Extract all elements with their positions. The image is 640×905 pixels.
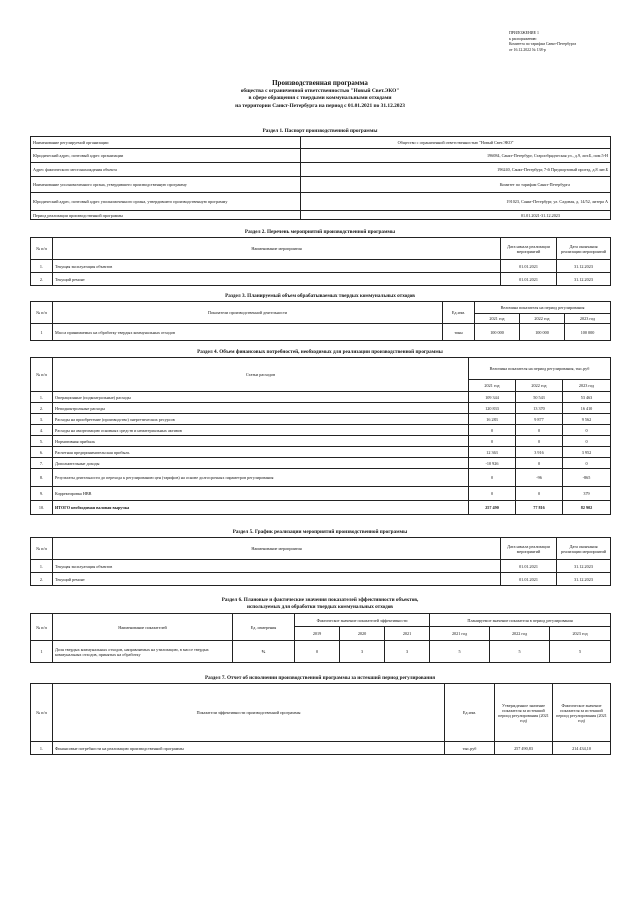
cell-value: 3	[340, 641, 385, 663]
table-row	[31, 469, 611, 487]
header-year: 2022 год	[490, 627, 550, 641]
cell-value: 379	[563, 487, 611, 501]
table-row	[31, 177, 611, 193]
cell-value: 0	[469, 487, 516, 501]
section7-title: Раздел 7. Отчет об исполнении производственной программы за истекший период регулирования	[204, 675, 436, 681]
header-num: № п/п	[31, 684, 53, 742]
cell-value: Комитет по тарифам Санкт-Петербурга	[301, 177, 611, 193]
cell-label: Адрес фактического местонахождения объекта	[31, 163, 301, 177]
table-row	[31, 392, 611, 403]
cell-unit: %	[233, 641, 295, 663]
section1-title: Раздел 1. Паспорт производственной программы	[262, 128, 378, 134]
cell-start: 01.01.2021	[501, 273, 557, 286]
cell-num: 1	[31, 324, 53, 341]
section5-table	[30, 537, 611, 586]
header-year: 2022 год	[520, 314, 565, 324]
appendix-line: к распоряжению	[509, 36, 537, 41]
cell-num: 2.	[31, 273, 53, 286]
cell-name: Неподконтрольные расходы	[53, 403, 469, 414]
cell-num: 3.	[31, 414, 53, 425]
cell-value: 01.01.2021-31.12.2023	[301, 211, 611, 220]
cell-num: 7.	[31, 458, 53, 469]
table-header-row	[31, 538, 611, 560]
cell-label: Период реализации производственной программы	[31, 211, 301, 220]
table-row	[31, 273, 611, 286]
table-row	[31, 501, 611, 515]
cell-name: Доля твердых коммунальных отходов, направляемых на утилизацию, в массе твердых коммунальных отходов, принятых на обработку	[53, 641, 233, 663]
table-row	[31, 414, 611, 425]
cell-name: Расчетная предпринимательская прибыль	[53, 447, 469, 458]
cell-value: -96	[516, 469, 563, 487]
cell-value: 0	[563, 425, 611, 436]
header-year: 2021 год	[475, 314, 520, 324]
section6-subtitle: используемых для обработки твердых коммунальных отходов	[247, 604, 393, 610]
cell-value: 0	[469, 469, 516, 487]
cell-value: 5	[550, 641, 611, 663]
header-num: № п/п	[31, 538, 53, 560]
section4-table	[30, 357, 611, 515]
title-line: Производственная программа	[272, 79, 368, 87]
header-name: Наименование мероприятия	[53, 538, 501, 560]
header-year: 2020	[340, 627, 385, 641]
table-row	[31, 260, 611, 273]
header-year: 2022 год	[516, 380, 563, 392]
cell-name: Нормативная прибыль	[53, 436, 469, 447]
table-row	[31, 403, 611, 414]
document-title	[120, 79, 520, 110]
appendix-line: от 16.12.2022 № 138-р	[509, 47, 546, 52]
cell-name: Корректировка НВВ	[53, 487, 469, 501]
cell-end: 31.12.2023	[557, 573, 611, 586]
cell-num: 6.	[31, 447, 53, 458]
cell-value: 0	[563, 458, 611, 469]
section6-title: Раздел 6. Плановые и фактические значения показателей эффективности объектов,	[221, 597, 419, 603]
cell-name: Расходы на амортизацию основных средств и нематериальных активов	[53, 425, 469, 436]
cell-value: 3	[385, 641, 430, 663]
appendix-note	[509, 31, 629, 53]
header-start: Дата начала реализации мероприятий	[501, 238, 557, 260]
cell-value: 0	[516, 458, 563, 469]
cell-num: 2.	[31, 403, 53, 414]
header-year: 2023 год	[565, 314, 611, 324]
cell-value: -865	[563, 469, 611, 487]
section6-table	[30, 613, 611, 663]
header-unit: Ед.изм.	[443, 302, 475, 324]
cell-num: 1.	[31, 392, 53, 403]
cell-label: Юридический адрес, почтовый адрес организации	[31, 149, 301, 163]
cell-value: 50 543	[516, 392, 563, 403]
cell-name: Текущий ремонт	[53, 273, 501, 286]
cell-value: 257 490,83	[495, 742, 553, 755]
cell-name: Текущий ремонт	[53, 573, 501, 586]
header-name: Статьи расходов	[53, 358, 469, 392]
cell-value: 13 370	[516, 403, 563, 414]
cell-num: 1	[31, 641, 53, 663]
header-year: 2023 год	[563, 380, 611, 392]
cell-value: 196240, Санкт-Петербург, 7-й Предпортовый проезд, д.8 лит.Б	[301, 163, 611, 177]
cell-name: Расходы на приобретение (производство) энергетических ресурсов	[53, 414, 469, 425]
cell-name: ИТОГО необходимая валовая выручка	[53, 501, 469, 515]
section4-title: Раздел 4. Объем финансовых потребностей, необходимых для реализации производственной программы	[197, 349, 443, 355]
cell-value: 12 363	[469, 447, 516, 458]
cell-value: -10 926	[469, 458, 516, 469]
header-year: 2021 год	[469, 380, 516, 392]
table-row	[31, 458, 611, 469]
header-fact-group: Фактическое значение показателей эффективности	[295, 614, 430, 627]
table-row	[31, 641, 611, 663]
cell-start: 01.01.2021	[501, 573, 557, 586]
cell-value: 9 877	[516, 414, 563, 425]
cell-value: 53 463	[563, 392, 611, 403]
header-group: Величина показателя на период регулирования, тыс.руб	[469, 358, 611, 380]
cell-value: 16 410	[563, 403, 611, 414]
cell-name: Текущая эксплуатация объектов	[53, 260, 501, 273]
cell-num: 1.	[31, 560, 53, 573]
cell-value: Общество с ограниченной ответственностью "Новый Свет.ЭКО"	[301, 137, 611, 149]
cell-num: 1.	[31, 742, 53, 755]
cell-value: 109 344	[469, 392, 516, 403]
header-name: Показатели эффективности производственной программы	[53, 684, 445, 742]
cell-value: 3 916	[516, 447, 563, 458]
header-end: Дата окончания реализации мероприятий	[557, 538, 611, 560]
cell-unit: тыс.руб	[445, 742, 495, 755]
table-row	[31, 573, 611, 586]
cell-name: Дополнительные доходы	[53, 458, 469, 469]
cell-num: 2.	[31, 573, 53, 586]
cell-name: Финансовые потребности на реализацию производственной программы	[53, 742, 445, 755]
cell-value: 77 816	[516, 501, 563, 515]
appendix-line: Комитета по тарифам Санкт-Петербурга	[509, 42, 577, 47]
cell-num: 10.	[31, 501, 53, 515]
cell-label: Наименование регулируемой организации	[31, 137, 301, 149]
header-year: 2021	[385, 627, 430, 641]
cell-value: 16 283	[469, 414, 516, 425]
table-header-row	[31, 358, 611, 380]
cell-name: Текущая эксплуатация объектов	[53, 560, 501, 573]
section3-title: Раздел 3. Планируемый объем обрабатываемых твердых коммунальных отходов	[225, 293, 415, 299]
table-row	[31, 137, 611, 149]
cell-value: 0	[516, 425, 563, 436]
title-line: в сфере обращения с твердыми коммунальными отходами	[248, 95, 392, 102]
appendix-line: ПРИЛОЖЕНИЕ 1	[509, 31, 539, 35]
table-row	[31, 324, 611, 341]
cell-value: 196084, Санкт-Петербург, Старообрядческая ул., д.9, лит.Б, пом.5-Н	[301, 149, 611, 163]
section1-table	[30, 136, 611, 220]
header-name: Наименование мероприятия	[53, 238, 501, 260]
cell-name: Масса принимаемых на обработку твердых коммунальных отходов	[53, 324, 443, 341]
cell-value: 0	[469, 425, 516, 436]
table-row	[31, 447, 611, 458]
cell-label: Юридический адрес, почтовый адрес уполномоченного органа, утвердившего производственную программу	[31, 193, 301, 211]
cell-value: 9 562	[563, 414, 611, 425]
cell-unit: тонн	[443, 324, 475, 341]
section2-title: Раздел 2. Перечень мероприятий производственной программы	[244, 229, 396, 235]
section5-title: Раздел 5. График реализации мероприятий производственной программы	[232, 529, 408, 535]
header-unit: Ед. измерения	[233, 614, 295, 641]
header-year: 2021 год	[430, 627, 490, 641]
section2-table	[30, 237, 611, 286]
table-row	[31, 163, 611, 177]
cell-value: 120 833	[469, 403, 516, 414]
table-row	[31, 560, 611, 573]
cell-start: 01.01.2021	[501, 260, 557, 273]
cell-value: 0	[516, 436, 563, 447]
cell-end: 31.12.2023	[557, 273, 611, 286]
header-name: Наименование показателей	[53, 614, 233, 641]
cell-value: 0	[469, 436, 516, 447]
header-end: Дата окончания реализации мероприятий	[557, 238, 611, 260]
cell-value: 5	[430, 641, 490, 663]
cell-name: Операционные (подконтрольные) расходы	[53, 392, 469, 403]
table-row	[31, 211, 611, 220]
cell-end: 31.12.2023	[557, 560, 611, 573]
cell-num: 8.	[31, 469, 53, 487]
cell-value: 100 000	[565, 324, 611, 341]
cell-value: 5	[490, 641, 550, 663]
cell-label: Наименование уполномоченного органа, утвердившего производственную программу	[31, 177, 301, 193]
cell-name: Результаты деятельности до перехода к регулированию цен (тарифов) на основе долгосрочных параметров регулирования	[53, 469, 469, 487]
table-row	[31, 193, 611, 211]
table-row	[31, 487, 611, 501]
cell-num: 9.	[31, 487, 53, 501]
cell-value: 191023, Санкт-Петербург, ул. Садовая, д. 14/52, литера А	[301, 193, 611, 211]
table-row	[31, 742, 611, 755]
table-header-row	[31, 302, 611, 314]
cell-value: 0	[563, 436, 611, 447]
header-year: 2023 год	[550, 627, 611, 641]
cell-value: 3 952	[563, 447, 611, 458]
cell-value: 82 902	[563, 501, 611, 515]
table-row	[31, 436, 611, 447]
cell-end: 31.12.2023	[557, 260, 611, 273]
header-num: № п/п	[31, 614, 53, 641]
cell-value: 0	[516, 487, 563, 501]
header-year: 2019	[295, 627, 340, 641]
header-num: № п/п	[31, 238, 53, 260]
table-row	[31, 149, 611, 163]
header-plan-group: Планируемое значение показателя в период регулирования	[430, 614, 611, 627]
section3-table	[30, 301, 611, 341]
cell-start: 01.01.2021	[501, 560, 557, 573]
header-group: Величина показателя на период регулирования	[475, 302, 611, 314]
cell-num: 4.	[31, 425, 53, 436]
table-header-row	[31, 684, 611, 742]
cell-num: 5.	[31, 436, 53, 447]
cell-value: 214 434,10	[553, 742, 611, 755]
table-header-row	[31, 614, 611, 627]
title-line: общества с ограниченной ответственностью "Новый Свет.ЭКО"	[240, 88, 400, 94]
header-unit: Ед.изм.	[445, 684, 495, 742]
cell-value: 257 490	[469, 501, 516, 515]
title-line: на территории Санкт-Петербурга на период с 01.01.2021 по 31.12.2023	[235, 102, 405, 109]
header-num: № п/п	[31, 302, 53, 324]
header-fact: Фактическое значение показателя за истекший период регулирования (2021 год)	[553, 684, 611, 742]
header-num: № п/п	[31, 358, 53, 392]
section7-table	[30, 683, 611, 755]
cell-value: 100 000	[520, 324, 565, 341]
header-plan: Утвержденное значение показателя за истекший период регулирования (2021 год)	[495, 684, 553, 742]
table-header-row	[31, 238, 611, 260]
cell-num: 1.	[31, 260, 53, 273]
cell-value: 100 000	[475, 324, 520, 341]
header-name: Показатели производственной деятельности	[53, 302, 443, 324]
header-start: Дата начала реализации мероприятий	[501, 538, 557, 560]
cell-value: 0	[295, 641, 340, 663]
table-row	[31, 425, 611, 436]
